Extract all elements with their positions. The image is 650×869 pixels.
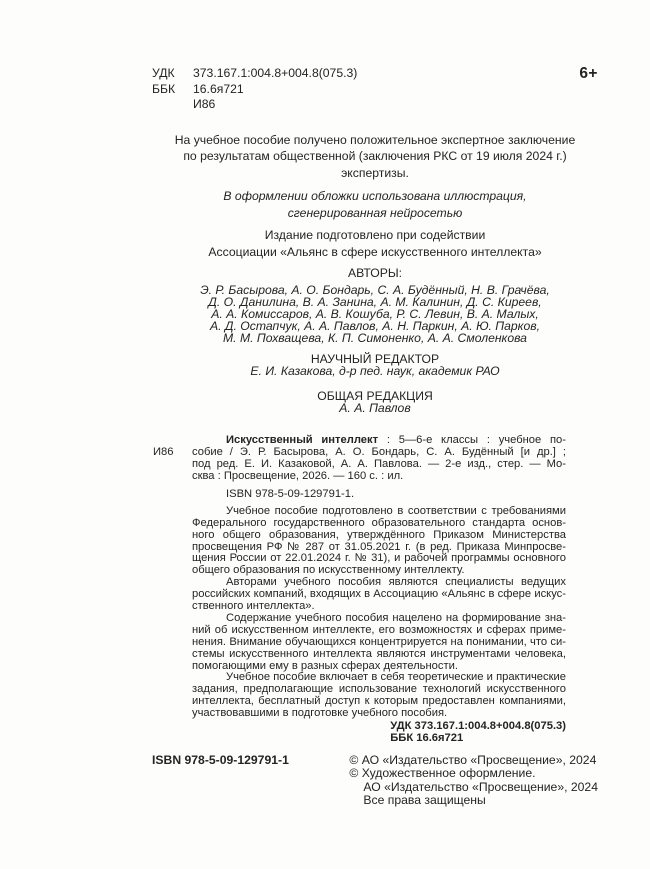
annotation-paragraph-1: Учебное пособие подготовлено в соответствии с требованиями Федерального государственного образовательного стандарта основ- ного общего образования, утверждённого Приказом Министерства просвещения РФ № 287 от 31.05.2021 г. (в ред. Приказа Минпросве- щения России от 22.01.2024 г. № 31), и рабочей программы основного общего образования по искусственному интеллекту. xyxy=(192,504,566,577)
spacer xyxy=(152,97,193,113)
catalog-card-index: И86 xyxy=(153,446,174,459)
copyright-line: © Художественное оформление. xyxy=(349,766,536,781)
authors-list: Э. Р. Басырова, А. О. Бондарь, С. А. Будённый, Н. В. Грачёва, Д. О. Данилина, В. А. Занина, А. М. Калинин, Д. С. Киреев, А. А. Комиссаров, А. В. Кошуба, Р. С. Левин, В. А. Малых, А. Д. Остапчук, А. А. Павлов, А. Н. Паркин, А. Ю. Парков, М. М. Похващева, К. П. Симоненко, А. А. Смоленкова xyxy=(200,283,550,346)
annotation-paragraph-3: Содержание учебного пособия нацелено на формирование зна- ний об искусственном интеллекте, его возможностях и сферах приме- нения. Внимание обучающихся концентрируется на понимании, что си- стемы искусственного интеллекта являются инструментами человека, помогающими ему в разных сферах деятельности. xyxy=(192,611,566,672)
udk-bbk-bold-block: УДК 373.167.1:004.8+004.8(075.3) ББК 16.6я721 xyxy=(390,720,566,744)
science-editor-name: Е. И. Казакова, д-р пед. наук, академик РАО xyxy=(250,364,500,379)
bbk-label: ББК xyxy=(152,81,176,96)
catalog-card-text xyxy=(192,435,566,745)
classification-row xyxy=(152,66,598,113)
book-description-lines: собие / Э. Р. Басырова, А. О. Бондарь, С. А. Будённый [и др.] ; под ред. Е. И. Казаковой, А. А. Павлова. — 2-е изд., стер. — Мо- сква : Просвещение, 2026. — 160 с. : ил. xyxy=(192,446,566,482)
bbk-value: 16.6я721 xyxy=(193,81,244,96)
book-description xyxy=(192,435,566,483)
authors-heading: АВТОРЫ: xyxy=(347,265,403,280)
copyright-line: © АО «Издательство «Просвещение», 2024 xyxy=(349,752,597,767)
udk-value: 373.167.1:004.8+004.8(075.3) xyxy=(193,66,358,80)
book-description-first-line-rest: : 5—6-е классы : учебное по- xyxy=(378,434,567,447)
science-editor-block xyxy=(152,353,598,377)
prepared-with-note: Издание подготовлено при содействии Ассоциации «Альянс в сфере искусственного интеллекта» xyxy=(208,228,542,260)
general-editor-heading: ОБЩАЯ РЕДАКЦИЯ xyxy=(317,389,433,404)
general-editor-block xyxy=(152,390,598,414)
udk-bbk-block xyxy=(152,66,357,113)
science-editor-heading: НАУЧНЫЙ РЕДАКТОР xyxy=(310,352,440,367)
catalog-card xyxy=(152,435,598,745)
annotation-paragraph-2: Авторами учебного пособия являются специалисты ведущих российских компаний, входящих в Ассоциацию «Альянс в сфере искус- ственного интеллекта». xyxy=(192,576,566,613)
age-rating-badge: 6+ xyxy=(579,65,598,82)
copyright-block xyxy=(349,754,598,808)
expertise-note: На учебное пособие получено положительное экспертное заключение по результатам общественной (заключения РКС от 19 июля 2024 г.) экспертизы. xyxy=(174,132,576,180)
book-title: Искусственный интеллект xyxy=(226,434,379,447)
udk-label: УДК xyxy=(152,66,175,80)
annotation-paragraph-4: Учебное пособие включает в себя теоретические и практические задания, предполагающие использование технологий искусственного интеллекта, бесплатный доступ к которым предоставлен компаниями, участвовавшими в подготовке учебного пособия. xyxy=(192,671,566,720)
footer-row xyxy=(152,754,598,808)
isbn-line: ISBN 978-5-09-129791-1. xyxy=(226,487,355,500)
udk-bbk-bold-wrap xyxy=(192,721,566,745)
page-content xyxy=(152,66,598,808)
copyright-line: АО «Издательство «Просвещение», 2024 xyxy=(363,779,598,794)
copyright-line: Все права защищены xyxy=(363,793,486,808)
general-editor-name: А. А. Павлов xyxy=(339,401,411,416)
footer-isbn: ISBN 978-5-09-129791-1 xyxy=(152,752,289,767)
cover-illustration-note: В оформлении обложки использована иллюстрация, сгенерированная нейросетью xyxy=(223,189,527,220)
author-index: И86 xyxy=(193,97,216,111)
